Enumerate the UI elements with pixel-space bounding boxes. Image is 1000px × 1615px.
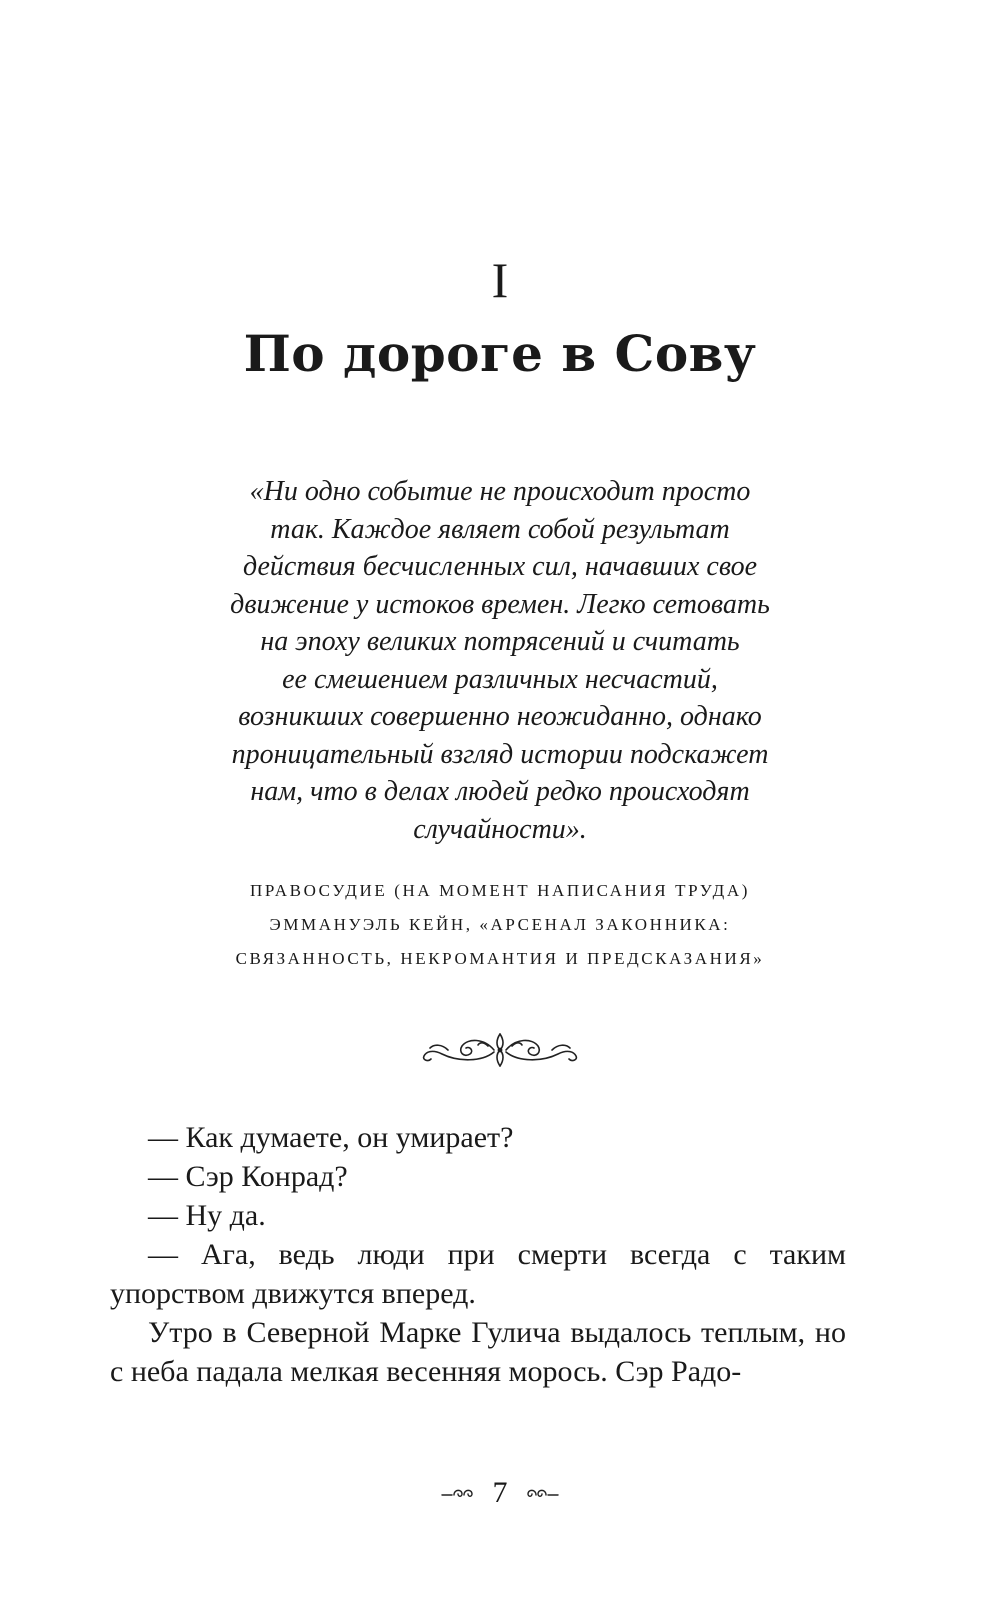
- narrative-paragraph: Утро в Северной Марке Гулича выдалось теплым, но с неба падала мелкая весенняя морось. Сэр Радо-: [110, 1316, 846, 1388]
- epigraph-quote: [150, 473, 850, 848]
- epigraph-line: движение у истоков времен. Легко сетовать: [230, 588, 770, 620]
- epigraph-line: случайности».: [413, 813, 587, 845]
- attribution-line: СВЯЗАННОСТЬ, НЕКРОМАНТИЯ И ПРЕДСКАЗАНИЯ»: [235, 949, 765, 968]
- epigraph-line: так. Каждое являет собой результат: [270, 513, 730, 545]
- dialogue-line: — Сэр Конрад?: [148, 1160, 348, 1193]
- page-number: 7: [492, 1476, 508, 1509]
- epigraph-line: ее смешением различных несчастий,: [282, 663, 718, 695]
- page-footer: [0, 1475, 1000, 1511]
- epigraph-line: нам, что в делах людей редко происходят: [250, 776, 750, 807]
- body-text: [110, 1118, 846, 1391]
- chapter-title: По дороге в Сову: [243, 324, 757, 383]
- epigraph-line: возникших совершенно неожиданно, однако: [238, 701, 762, 732]
- epigraph-line: на эпоху великих потрясений и считать: [260, 626, 740, 657]
- epigraph-attribution: [150, 874, 850, 976]
- epigraph-line: «Ни одно событие не происходит просто: [249, 476, 751, 507]
- epigraph-line: проницательный взгляд истории подскажет: [231, 738, 769, 770]
- dialogue-line: — Ага, ведь люди при смерти всегда с таким упорством движутся вперед.: [110, 1238, 846, 1310]
- chapter-number: I: [491, 252, 509, 308]
- dialogue-line: — Как думаете, он умирает?: [148, 1121, 514, 1154]
- flourish-ornament-icon: [418, 1028, 582, 1072]
- epigraph-line: действия бесчисленных сил, начавших свое: [242, 551, 758, 582]
- attribution-line: ПРАВОСУДИЕ (НА МОМЕНТ НАПИСАНИЯ ТРУДА): [250, 881, 750, 900]
- attribution-line: ЭММАНУЭЛЬ КЕЙН, «АРСЕНАЛ ЗАКОННИКА:: [269, 915, 731, 934]
- swirl-right-icon: [526, 1485, 560, 1501]
- dialogue-line: — Ну да.: [148, 1199, 266, 1232]
